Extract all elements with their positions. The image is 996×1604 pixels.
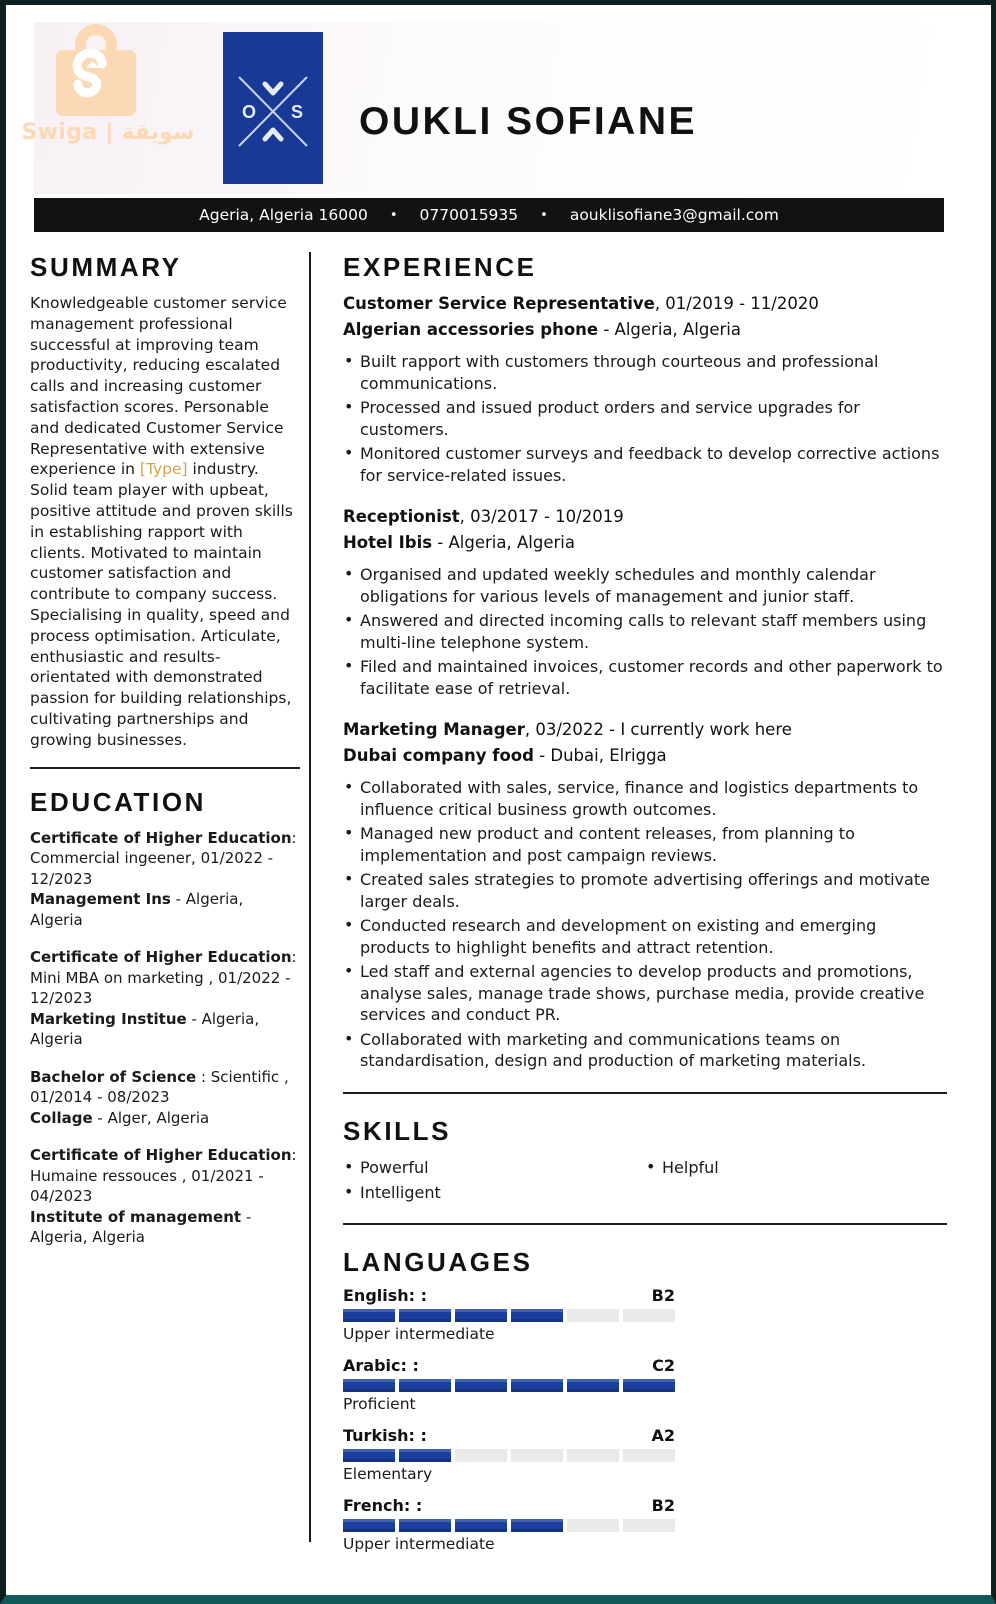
education-school-location: - Algeria, Algeria: [30, 1207, 252, 1247]
skills-grid: [343, 1155, 947, 1205]
experience-job: [343, 506, 947, 699]
education-school-location: - Alger, Algeria: [92, 1108, 210, 1127]
column-divider: [309, 252, 311, 1542]
education-detail: : Scientific , 01/2014 - 08/2023: [30, 1067, 289, 1107]
job-bullet: • Built rapport with customers through courteous and professional communications.: [343, 351, 947, 394]
language-proficiency-bar: [343, 1519, 675, 1532]
skill-item: • Powerful: [343, 1155, 645, 1180]
education-detail: : Mini MBA on marketing , 01/2022 - 12/2023: [30, 948, 297, 1008]
language-row: [343, 1356, 675, 1414]
summary-part-1: Knowledgeable customer service management professional successful at improving team productivity, reducing escalated calls and increasing customer satisfaction scores. Personable and dedicated Customer Service Representative with extensive experience in: [30, 294, 287, 479]
contact-email: aouklisofiane3@gmail.com: [569, 206, 779, 224]
summary-type-token: [Type]: [139, 460, 188, 479]
language-name: English: :: [343, 1285, 428, 1305]
language-description: Upper intermediate: [343, 1324, 495, 1343]
job-bullet: • Organised and updated weekly schedules and monthly calendar obligations for various levels of management and junior staff.: [343, 564, 947, 607]
language-header: [343, 1356, 675, 1375]
job-bullet: • Filed and maintained invoices, customer records and other paperwork to facilitate ease of retrieval.: [343, 656, 947, 699]
contact-location: Ageria, Algeria 16000: [199, 206, 368, 224]
shopping-bag-refresh-icon: [56, 24, 136, 116]
education-school: Collage: [30, 1108, 93, 1127]
job-company-location: - Algeria, Algeria: [432, 533, 575, 552]
languages-heading: LANGUAGES: [343, 1246, 533, 1277]
education-item: [30, 1145, 300, 1248]
job-title-line: [343, 719, 947, 741]
language-proficiency-bar: [343, 1309, 675, 1322]
skills-divider: [343, 1092, 947, 1094]
language-level-code: A2: [651, 1425, 675, 1445]
watermark-brand: Swiga | سويقة: [21, 120, 195, 145]
job-bullet: • Led staff and external agencies to develop products and promotions, analyse sales, manage trade shows, purchase media, provide creative services and conduct PR.: [343, 961, 947, 1026]
job-company: Dubai company food: [343, 746, 534, 765]
education-heading: EDUCATION: [30, 786, 207, 817]
language-header: [343, 1496, 675, 1515]
job-company-location: - Dubai, Elrigga: [533, 746, 667, 765]
contact-separator-2: •: [540, 207, 548, 223]
language-level-code: B2: [651, 1285, 675, 1305]
left-divider: [30, 767, 300, 769]
job-company-location: - Algeria, Algeria: [598, 320, 741, 339]
language-description: Upper intermediate: [343, 1534, 495, 1553]
education-degree: Bachelor of Science: [30, 1067, 197, 1086]
skills-column-left: [343, 1155, 645, 1205]
swiga-watermark: [18, 22, 198, 152]
job-title-line: [343, 293, 947, 315]
language-row: [343, 1496, 675, 1554]
summary-text: [30, 293, 300, 751]
summary-heading: SUMMARY: [30, 252, 182, 282]
education-degree: Certificate of Higher Education: [30, 828, 292, 847]
left-column: [30, 252, 300, 1265]
education-school: Marketing Institue: [30, 1009, 187, 1028]
job-bullet: • Collaborated with sales, service, finance and logistics departments to influence critical business growth outcomes.: [343, 777, 947, 820]
education-degree: Certificate of Higher Education: [30, 1146, 292, 1165]
svg-text:O: O: [241, 102, 257, 122]
education-detail: : Commercial ingeener, 01/2022 - 12/2023: [30, 828, 297, 888]
job-role: Receptionist: [343, 507, 460, 526]
education-school: Institute of management: [30, 1207, 242, 1226]
job-bullets: [343, 351, 947, 486]
svg-text:S: S: [290, 102, 304, 122]
job-bullet: • Managed new product and content releases, from planning to implementation and post campaign reviews.: [343, 823, 947, 866]
language-level-code: B2: [651, 1495, 675, 1515]
job-company: Algerian accessories phone: [343, 320, 599, 339]
language-level-code: C2: [652, 1355, 675, 1375]
job-org-line: [343, 532, 947, 554]
job-bullet: • Conducted research and development on existing and emerging products to highlight benefits and attract retention.: [343, 915, 947, 958]
language-header: [343, 1426, 675, 1445]
education-school-location: - Algeria, Algeria: [30, 1009, 260, 1049]
language-name: Turkish: :: [343, 1425, 427, 1445]
job-bullet: • Answered and directed incoming calls to relevant staff members using multi-line telephone system.: [343, 610, 947, 653]
job-org-line: [343, 319, 947, 341]
experience-job: [343, 293, 947, 486]
monogram-logo: [223, 32, 323, 184]
job-dates: , 03/2022 - I currently work here: [524, 720, 792, 739]
job-dates: , 03/2017 - 10/2019: [459, 507, 624, 526]
language-proficiency-bar: [343, 1449, 675, 1462]
language-name: Arabic: :: [343, 1355, 419, 1375]
education-degree: Certificate of Higher Education: [30, 948, 292, 967]
job-bullet: • Monitored customer surveys and feedback to develop corrective actions for service-related issues.: [343, 443, 947, 486]
job-bullet: • Processed and issued product orders and service upgrades for customers.: [343, 397, 947, 440]
language-header: [343, 1286, 675, 1305]
job-org-line: [343, 745, 947, 767]
job-bullets: [343, 564, 947, 699]
experience-heading: EXPERIENCE: [343, 252, 537, 282]
job-title-line: [343, 506, 947, 528]
right-column: [343, 252, 947, 1566]
language-name: French: :: [343, 1495, 423, 1515]
education-item: [30, 947, 300, 1050]
skills-heading: SKILLS: [343, 1115, 452, 1146]
summary-part-2: industry. Solid team player with upbeat, positive attitude and proven skills in establishing rapport with clients. Motivated to maintain customer satisfaction and contribute to company success. Specialising in quality, speed and process optimisation. Articulate, enthusiastic and results-orientated with demonstrated passion for building relationships, cultivating partnerships and growing businesses.: [30, 460, 293, 749]
skills-column-right: [645, 1155, 947, 1205]
education-detail: : Humaine ressouces , 01/2021 - 04/2023: [30, 1146, 297, 1206]
page-title: OUKLI SOFIANE: [359, 100, 698, 143]
job-company: Hotel Ibis: [343, 533, 433, 552]
language-description: Proficient: [343, 1394, 416, 1413]
job-role: Marketing Manager: [343, 720, 525, 739]
language-row: [343, 1426, 675, 1484]
education-item: [30, 1067, 300, 1129]
job-bullets: [343, 777, 947, 1072]
experience-job: [343, 719, 947, 1072]
skill-item: • Intelligent: [343, 1180, 645, 1205]
job-bullet: • Collaborated with marketing and communications teams on standardisation, design and production of marketing materials.: [343, 1029, 947, 1072]
job-role: Customer Service Representative: [343, 294, 655, 313]
skill-item: • Helpful: [645, 1155, 947, 1180]
education-item: [30, 828, 300, 931]
language-row: [343, 1286, 675, 1344]
contact-phone: 0770015935: [419, 206, 519, 224]
job-bullet: • Created sales strategies to promote advertising offerings and motivate larger deals.: [343, 869, 947, 912]
job-dates: , 01/2019 - 11/2020: [654, 294, 819, 313]
language-description: Elementary: [343, 1464, 433, 1483]
languages-divider: [343, 1223, 947, 1225]
contact-bar: [34, 198, 944, 232]
education-school-location: - Algeria, Algeria: [30, 890, 244, 929]
education-school: Management Ins: [30, 890, 171, 909]
contact-separator-1: •: [389, 207, 398, 223]
language-proficiency-bar: [343, 1379, 675, 1392]
